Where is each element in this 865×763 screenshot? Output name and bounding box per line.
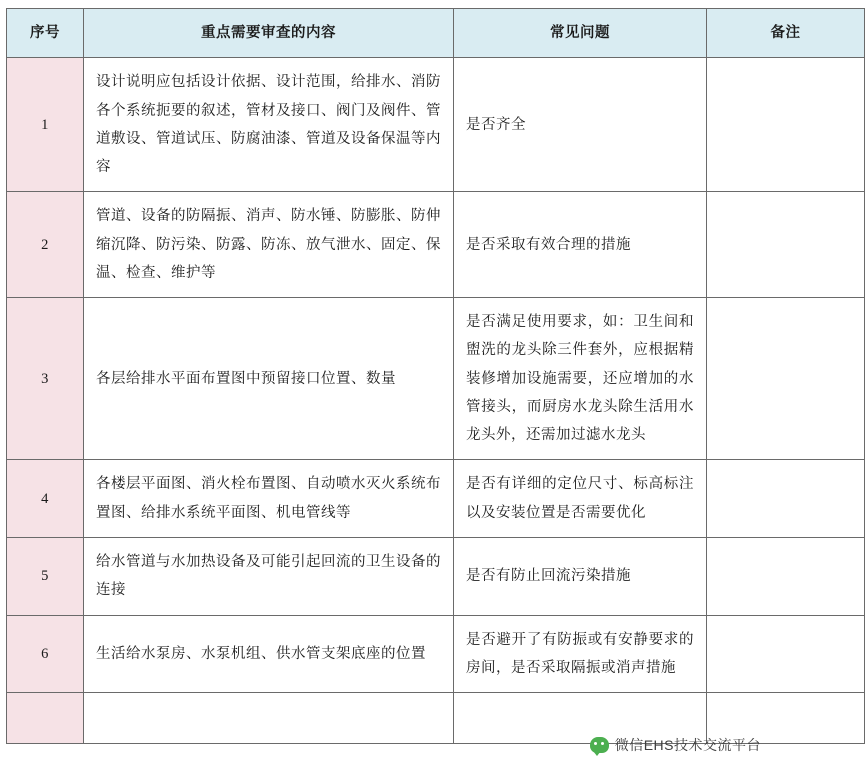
row-number: 1	[7, 58, 84, 192]
column-header-issue: 常见问题	[454, 9, 707, 58]
row-content	[84, 693, 454, 744]
row-content: 给水管道与水加热设备及可能引起回流的卫生设备的连接	[84, 537, 454, 615]
column-header-no: 序号	[7, 9, 84, 58]
table-header-row	[7, 9, 865, 58]
row-remark	[707, 298, 865, 460]
wechat-icon	[590, 737, 609, 753]
row-content: 管道、设备的防隔振、消声、防水锤、防膨胀、防伸缩沉降、防污染、防露、防冻、放气泄水、固定、保温、检查、维护等	[84, 192, 454, 298]
row-issue: 是否齐全	[454, 58, 707, 192]
table-row	[7, 298, 865, 460]
watermark	[590, 735, 761, 755]
row-number: 4	[7, 460, 84, 538]
review-table	[6, 8, 865, 744]
row-remark	[707, 537, 865, 615]
row-remark	[707, 615, 865, 693]
row-issue: 是否避开了有防振或有安静要求的房间，是否采取隔振或消声措施	[454, 615, 707, 693]
row-number: 2	[7, 192, 84, 298]
row-issue: 是否满足使用要求，如：卫生间和盥洗的龙头除三件套外，应根据精装修增加设施需要，还应增加的水管接头，而厨房水龙头除生活用水龙头外，还需加过滤水龙头	[454, 298, 707, 460]
row-number	[7, 693, 84, 744]
row-remark	[707, 192, 865, 298]
row-content: 各楼层平面图、消火栓布置图、自动喷水灭火系统布置图、给排水系统平面图、机电管线等	[84, 460, 454, 538]
table-row	[7, 537, 865, 615]
row-content: 设计说明应包括设计依据、设计范围，给排水、消防各个系统扼要的叙述，管材及接口、阀门及阀件、管道敷设、管道试压、防腐油漆、管道及设备保温等内容	[84, 58, 454, 192]
row-content: 生活给水泵房、水泵机组、供水管支架底座的位置	[84, 615, 454, 693]
row-issue: 是否采取有效合理的措施	[454, 192, 707, 298]
column-header-remark: 备注	[707, 9, 865, 58]
row-number: 6	[7, 615, 84, 693]
table-header	[7, 9, 865, 58]
row-remark	[707, 58, 865, 192]
row-number: 5	[7, 537, 84, 615]
table-row	[7, 58, 865, 192]
row-remark	[707, 460, 865, 538]
row-number: 3	[7, 298, 84, 460]
column-header-content: 重点需要审查的内容	[84, 9, 454, 58]
row-content: 各层给排水平面布置图中预留接口位置、数量	[84, 298, 454, 460]
table-row	[7, 460, 865, 538]
watermark-label: 微信EHS技术交流平台	[614, 737, 761, 753]
row-issue: 是否有详细的定位尺寸、标高标注以及安装位置是否需要优化	[454, 460, 707, 538]
review-table-sheet	[6, 8, 801, 756]
table-row	[7, 192, 865, 298]
table-body	[7, 58, 865, 744]
row-issue: 是否有防止回流污染措施	[454, 537, 707, 615]
table-row	[7, 615, 865, 693]
